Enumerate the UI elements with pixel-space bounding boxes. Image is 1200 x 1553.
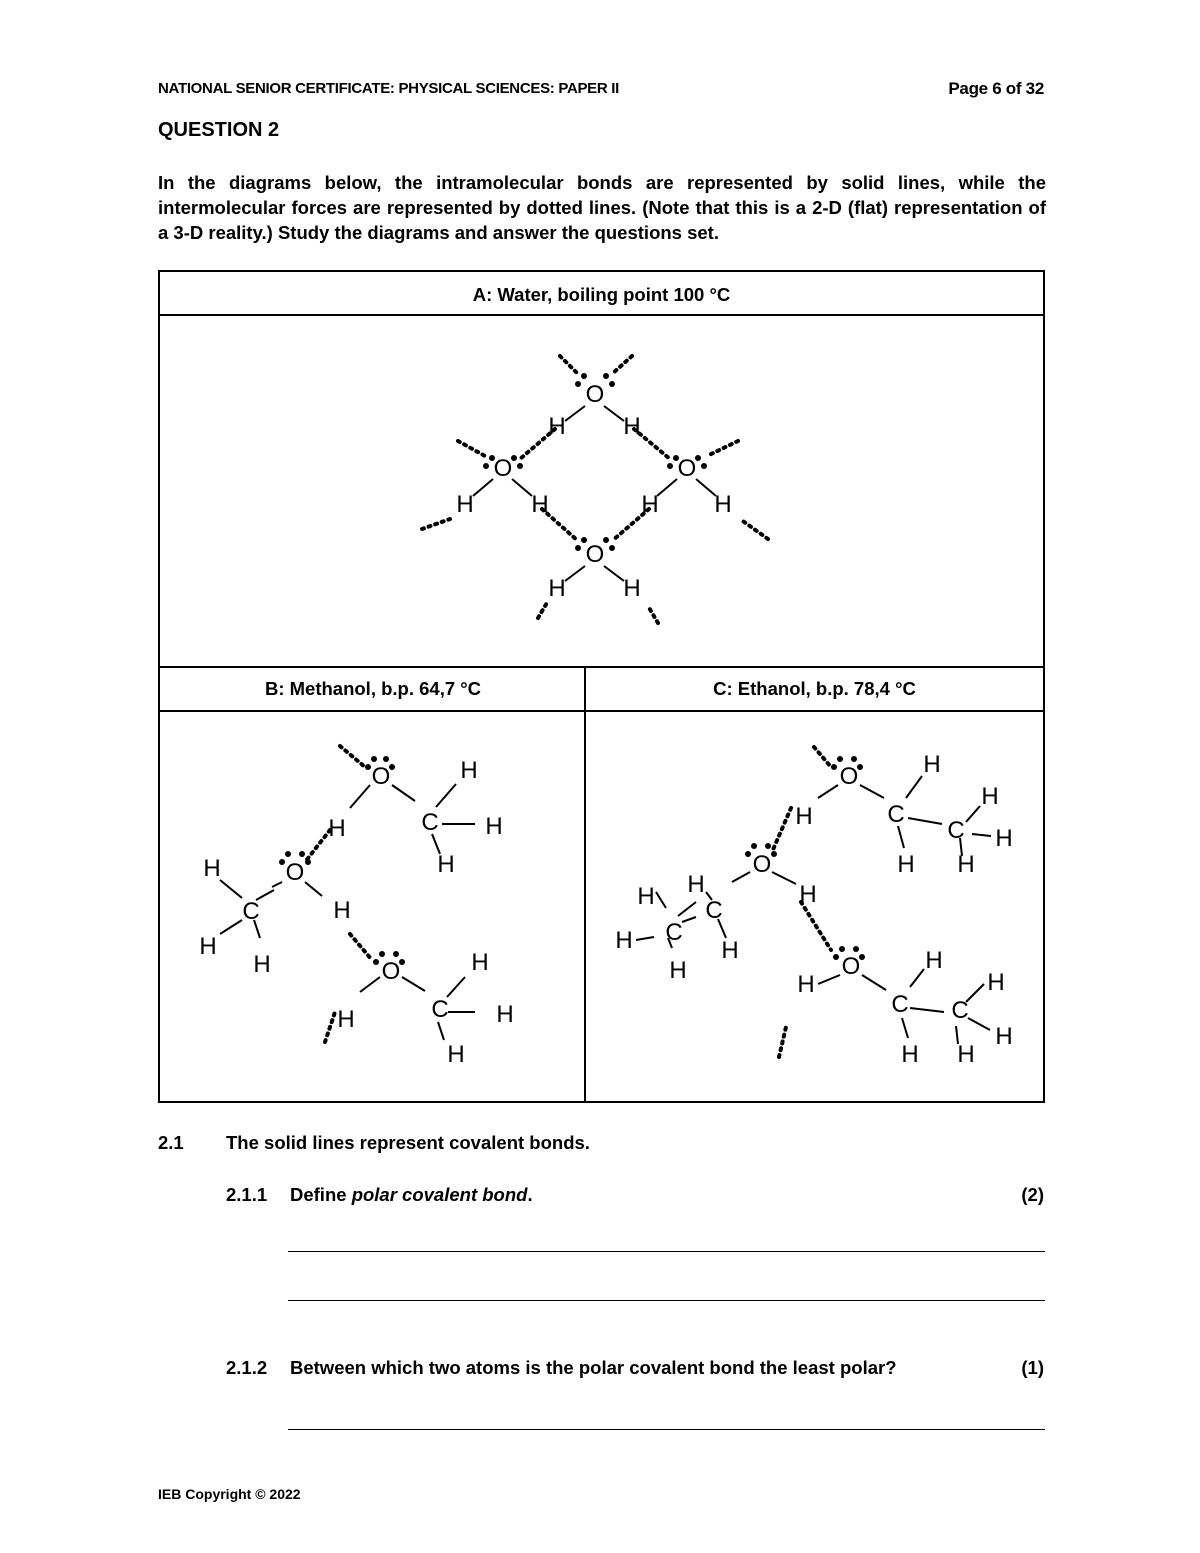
- atom-label: H: [957, 851, 975, 878]
- question-number: 2.1: [158, 1132, 184, 1153]
- atom-label: H: [328, 815, 346, 842]
- page-header-title: NATIONAL SENIOR CERTIFICATE: PHYSICAL SCIENCES: PAPER II: [158, 80, 620, 97]
- atom-label: O: [381, 958, 401, 985]
- atom-label: O: [585, 541, 605, 568]
- atom-label: H: [797, 971, 815, 998]
- question-term: polar covalent bond: [351, 1184, 528, 1205]
- atom-label: H: [253, 951, 271, 978]
- atom-label: C: [431, 996, 449, 1023]
- question-marks: (1): [1021, 1357, 1044, 1378]
- page-number: Page 6 of 32: [948, 79, 1044, 98]
- atom-label: H: [995, 1023, 1013, 1050]
- atom-label: O: [371, 763, 391, 790]
- atom-label: H: [531, 491, 549, 518]
- atom-label: O: [839, 763, 859, 790]
- question-text-part: .: [527, 1184, 533, 1205]
- table-divider: [160, 666, 1043, 668]
- atom-label: H: [548, 575, 566, 602]
- atom-label: H: [615, 927, 633, 954]
- atom-label: O: [752, 851, 772, 878]
- atom-label: H: [687, 871, 705, 898]
- atom-label: H: [641, 491, 659, 518]
- atom-label: H: [203, 855, 221, 882]
- atom-label: H: [637, 883, 655, 910]
- atom-label: H: [337, 1006, 355, 1033]
- atom-label: H: [496, 1001, 514, 1028]
- question-text: The solid lines represent covalent bonds.: [226, 1132, 590, 1153]
- atom-label: H: [460, 757, 478, 784]
- atom-label: H: [923, 751, 941, 778]
- question-text: [290, 1184, 533, 1206]
- atom-label: H: [897, 851, 915, 878]
- answer-line[interactable]: [288, 1429, 1045, 1430]
- atom-label: C: [705, 897, 723, 924]
- question-text-part: polar?: [834, 1357, 897, 1378]
- atom-label: H: [714, 491, 732, 518]
- question-number: 2.1.1: [226, 1184, 268, 1205]
- caption-methanol: B: Methanol, b.p. 64,7 °C: [264, 678, 482, 699]
- atom-label: H: [957, 1041, 975, 1068]
- question-title: QUESTION 2: [158, 119, 280, 141]
- question-intro: In the diagrams below, the intramolecular bonds are represented by solid lines, while the intermolecular forces are represented by dotted lines. (Note that this is a 2-D (flat) representation of a 3-D reality.) Study the diagrams and answer the questions set.: [158, 172, 1046, 243]
- atom-label: H: [548, 413, 566, 440]
- copyright-footer: IEB Copyright © 2022: [158, 1486, 301, 1502]
- atom-label: H: [795, 803, 813, 830]
- atom-label: C: [951, 997, 969, 1024]
- atom-label: C: [242, 898, 260, 925]
- atom-label: C: [891, 991, 909, 1018]
- atom-label: H: [995, 825, 1013, 852]
- question-text-part: covalent bond the: [624, 1357, 793, 1378]
- atom-label: O: [285, 859, 305, 886]
- atom-label: H: [447, 1041, 465, 1068]
- question-number: 2.1.2: [226, 1357, 268, 1378]
- answer-line[interactable]: [288, 1300, 1045, 1301]
- atom-label: H: [901, 1041, 919, 1068]
- atom-label: O: [585, 381, 605, 408]
- atom-label: H: [199, 933, 217, 960]
- atom-label: H: [471, 949, 489, 976]
- atom-label: C: [665, 919, 683, 946]
- atom-label: H: [485, 813, 503, 840]
- question-text-part: Define: [290, 1184, 352, 1205]
- diagram-table: [158, 270, 1045, 1103]
- atom-label: O: [677, 455, 697, 482]
- atom-label: C: [421, 809, 439, 836]
- atom-label: H: [456, 491, 474, 518]
- atom-label: H: [987, 969, 1005, 996]
- question-text: [290, 1357, 897, 1379]
- caption-ethanol: C: Ethanol, b.p. 78,4 °C: [713, 678, 916, 699]
- atom-label: H: [437, 851, 455, 878]
- atom-label: H: [721, 937, 739, 964]
- atom-label: C: [887, 801, 905, 828]
- question-emphasis: polar: [578, 1357, 625, 1378]
- atom-label: H: [669, 957, 687, 984]
- atom-label: H: [333, 897, 351, 924]
- atom-label: C: [947, 817, 965, 844]
- atom-label: O: [841, 953, 861, 980]
- atom-label: H: [799, 881, 817, 908]
- atom-label: H: [925, 947, 943, 974]
- answer-line[interactable]: [288, 1251, 1045, 1252]
- question-emphasis: least: [792, 1357, 835, 1378]
- question-marks: (2): [1021, 1184, 1044, 1205]
- atom-label: H: [981, 783, 999, 810]
- question-text-part: Between which two atoms is the: [290, 1357, 579, 1378]
- atom-label: H: [623, 575, 641, 602]
- methanol-diagram: [160, 712, 584, 1102]
- caption-water: A: Water, boiling point 100 °C: [472, 284, 731, 305]
- atom-label: O: [493, 455, 513, 482]
- ethanol-diagram: [586, 712, 1043, 1102]
- atom-label: H: [623, 413, 641, 440]
- water-diagram: [160, 316, 1043, 666]
